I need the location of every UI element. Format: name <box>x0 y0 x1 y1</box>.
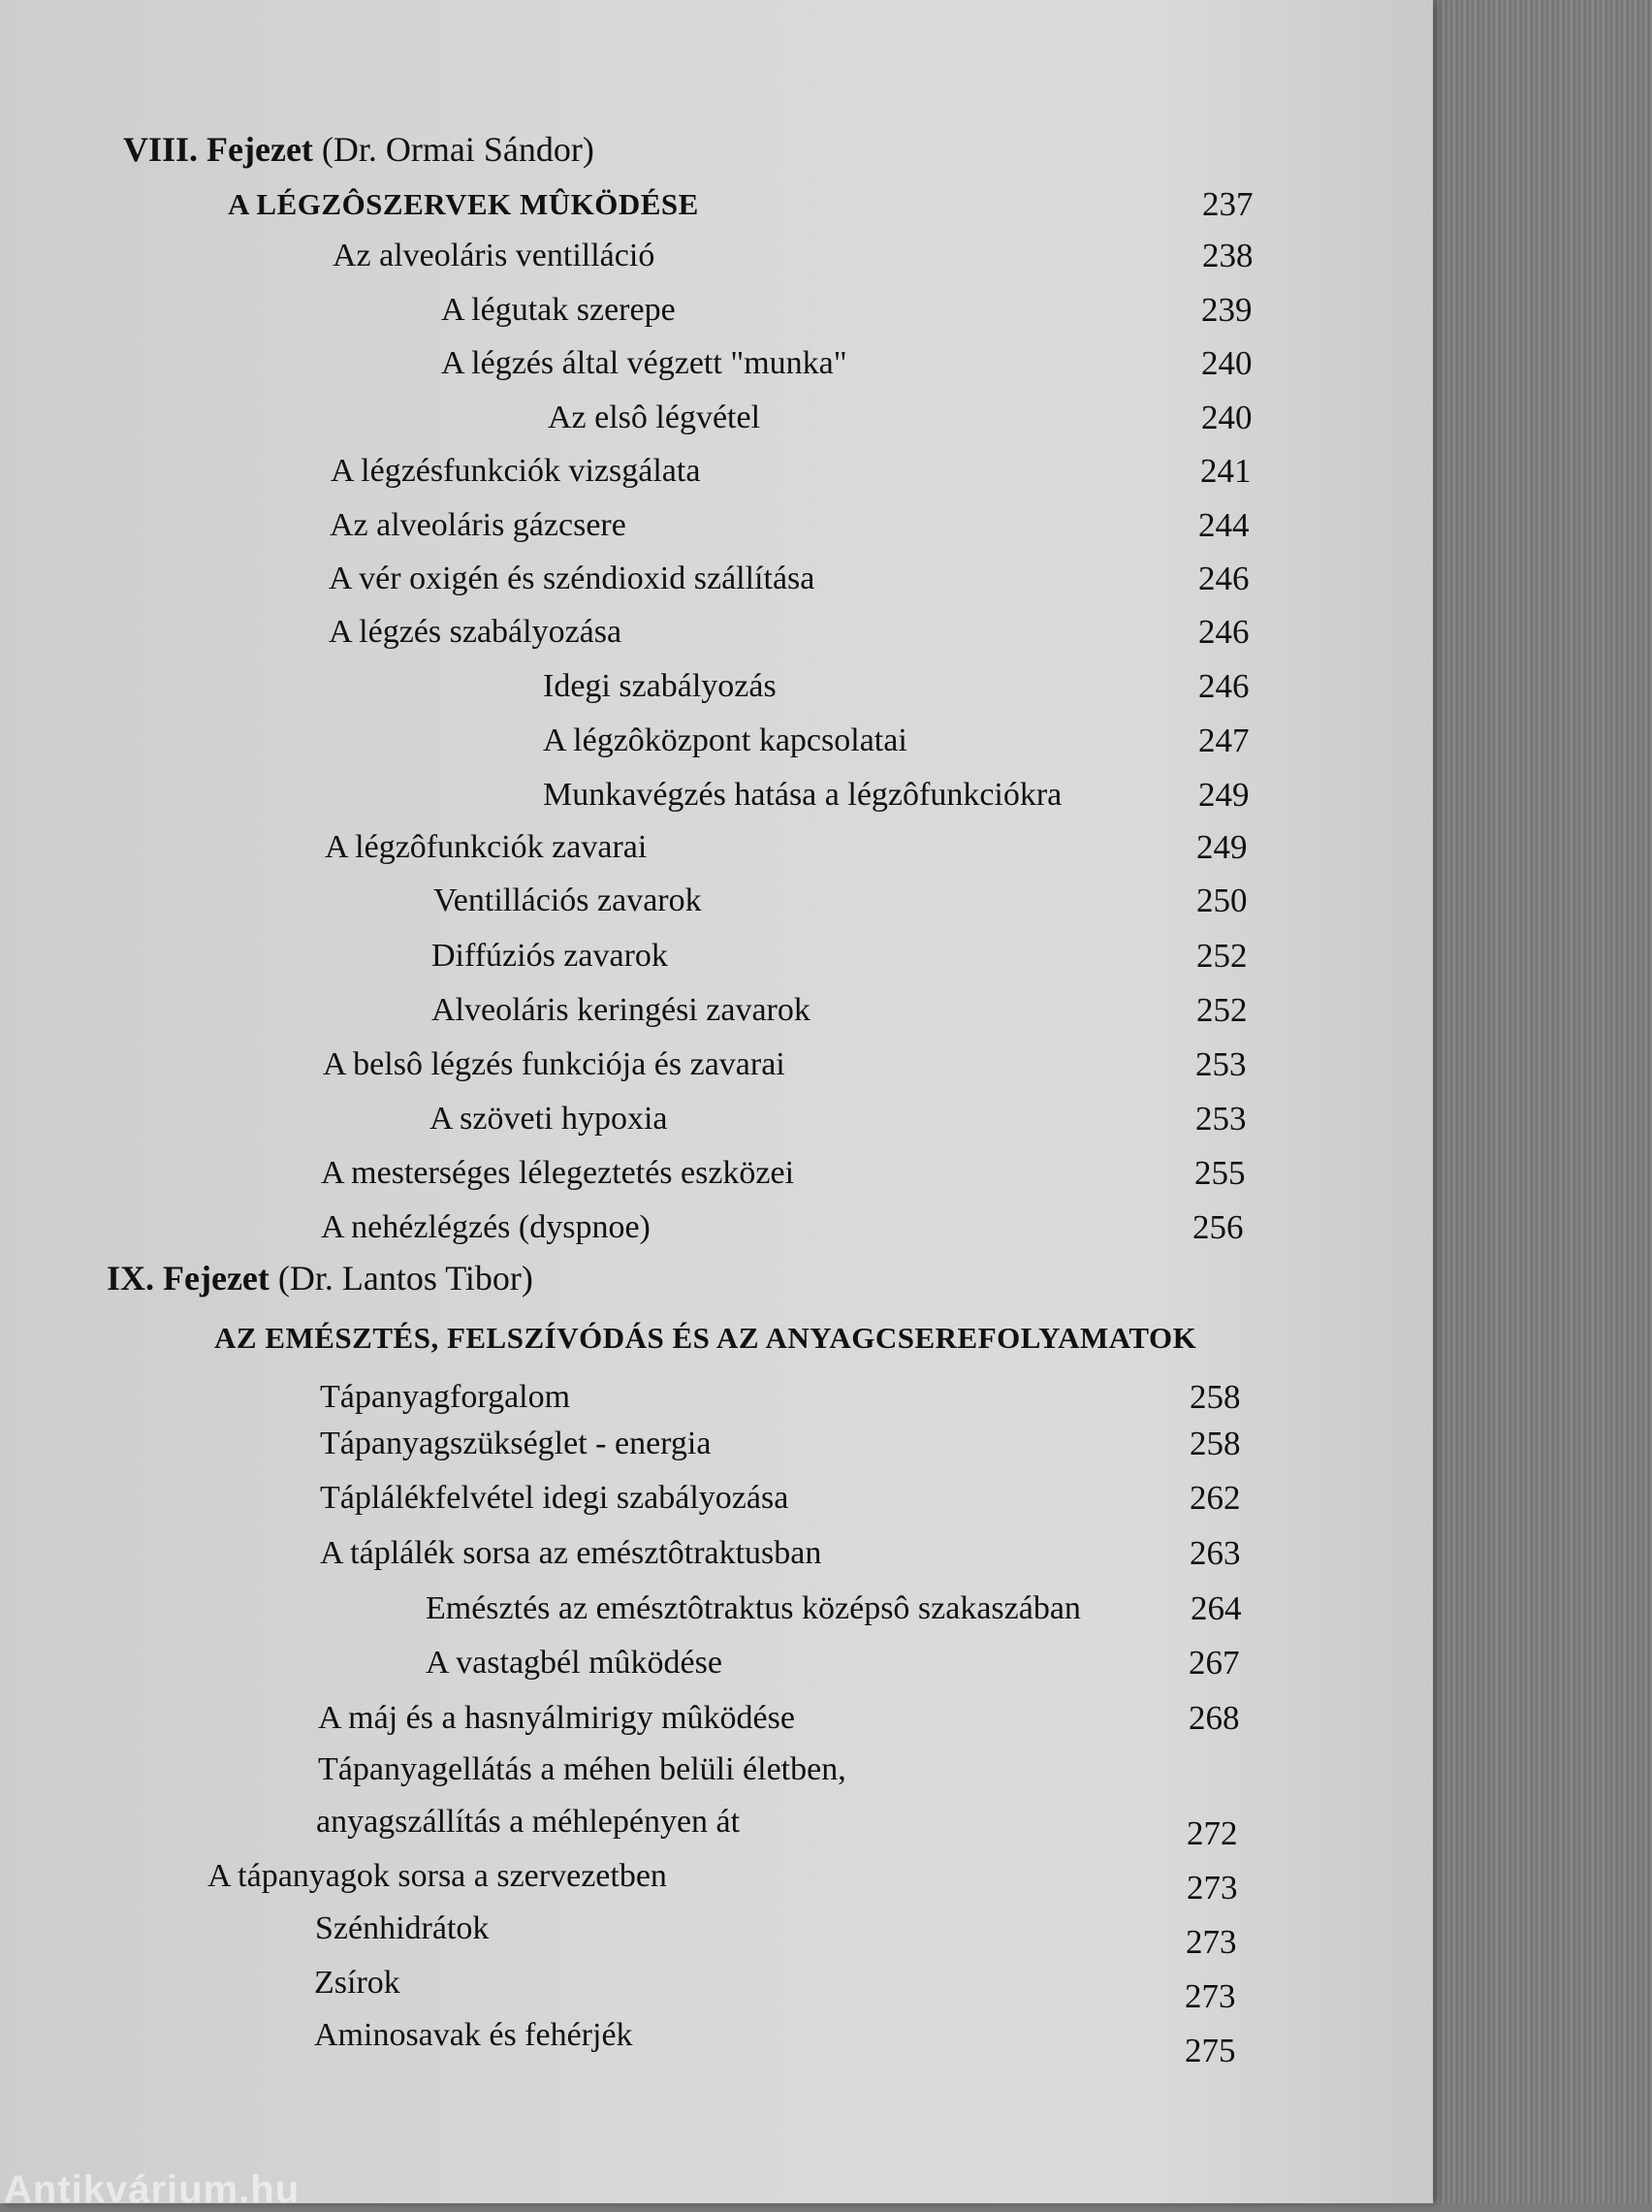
page-number: 247 <box>1198 721 1250 759</box>
entry-title: A tápanyagok sorsa a szervezetben <box>207 1858 667 1894</box>
entry-title: Tápanyagszükséglet - energia <box>320 1426 712 1461</box>
page-number: 246 <box>1198 560 1250 597</box>
page-number: 273 <box>1186 1923 1237 1961</box>
page-number: 272 <box>1187 1814 1238 1852</box>
page-number: 249 <box>1198 776 1250 814</box>
entry-title: Táplálékfelvétel idegi szabályozása <box>320 1480 789 1516</box>
entry-title: A légzés által végzett "munka" <box>441 345 847 381</box>
page-number: 252 <box>1196 937 1248 975</box>
toc-entry <box>330 503 1493 548</box>
page-number: 246 <box>1198 613 1250 651</box>
chapter-heading <box>123 127 1287 172</box>
entry-title: A légzôközpont kapcsolatai <box>543 722 907 758</box>
chapter-label: IX. Fejezet <box>107 1259 270 1298</box>
toc-entry <box>321 1151 1484 1196</box>
entry-title: Tápanyagellátás a méhen belüli életben, <box>318 1751 846 1787</box>
section-heading <box>214 1316 1426 1361</box>
page-number: 238 <box>1202 237 1254 274</box>
chapter-author: (Dr. Lantos Tibor) <box>277 1259 533 1298</box>
page-number: 237 <box>1202 185 1254 223</box>
entry-title: A légutak szerepe <box>441 292 676 328</box>
page-number: 267 <box>1189 1644 1240 1682</box>
entry-title: Az alveoláris ventilláció <box>333 238 655 273</box>
page-number: 240 <box>1201 399 1253 436</box>
entry-title: A légzôfunkciók zavarai <box>325 829 648 865</box>
toc-entry <box>320 1476 1483 1521</box>
entry-title: Emésztés az emésztôtraktus középsô szakaszában <box>426 1590 1081 1626</box>
toc-entry <box>207 1854 1371 1907</box>
toc-entry <box>426 1641 1589 1685</box>
entry-title: Diffúziós zavarok <box>431 938 668 974</box>
toc-entry <box>548 396 1652 440</box>
page-number: 240 <box>1201 344 1253 382</box>
section-title: AZ EMÉSZTÉS, FELSZÍVÓDÁS ÉS AZ ANYAGCSEREFOLYAMATOK <box>214 1321 1197 1355</box>
entry-title: Munkavégzés hatása a légzôfunkciókra <box>543 777 1063 813</box>
toc-entry <box>320 1422 1483 1466</box>
entry-title: Idegi szabályozás <box>543 668 777 704</box>
toc-entry <box>318 1696 1481 1741</box>
watermark-text: Antikvárium.hu <box>4 2168 301 2211</box>
entry-title: Tápanyagforgalom <box>320 1379 571 1415</box>
chapter-author: (Dr. Ormai Sándor) <box>321 130 594 169</box>
entry-title: A táplálék sorsa az emésztôtraktusban <box>320 1535 822 1571</box>
entry-title: Alveoláris keringési zavarok <box>431 992 810 1028</box>
entry-title: A vér oxigén és széndioxid szállítása <box>329 561 815 596</box>
toc-entry <box>333 234 1496 278</box>
entry-title: Aminosavak és fehérjék <box>314 2017 633 2053</box>
entry-title: A vastagbél mûködése <box>426 1645 722 1681</box>
page-number: 246 <box>1198 667 1250 705</box>
toc-entry <box>321 1205 1484 1250</box>
toc-entry <box>431 988 1595 1033</box>
entry-title: Az elsô légvétel <box>548 400 761 435</box>
page-number: 252 <box>1196 991 1248 1029</box>
entry-title: A légzésfunkciók vizsgálata <box>331 453 701 489</box>
page-number: 275 <box>1185 2032 1236 2069</box>
toc-entry <box>429 1097 1593 1141</box>
entry-title: Zsírok <box>314 1965 400 2001</box>
toc-entry <box>329 610 1492 655</box>
toc-entry <box>320 1375 1483 1420</box>
toc-entry <box>441 341 1604 386</box>
page-number: 256 <box>1192 1208 1244 1246</box>
page-number: 273 <box>1185 1977 1236 2015</box>
toc-entry <box>314 2013 1477 2069</box>
entry-title: A máj és a hasnyálmirigy mûködése <box>318 1700 795 1736</box>
section-title: A LÉGZÔSZERVEK MÛKÖDÉSE <box>228 187 699 221</box>
page-number: 239 <box>1201 291 1253 329</box>
toc-entry <box>543 773 1652 817</box>
page-number: 268 <box>1189 1699 1240 1737</box>
entry-title: A szöveti hypoxia <box>429 1101 668 1137</box>
toc-entry <box>315 1907 1478 1961</box>
page-number: 264 <box>1191 1589 1242 1627</box>
page-number: 244 <box>1198 506 1250 544</box>
toc-entry <box>543 664 1652 709</box>
entry-title: A belsô légzés funkciója és zavarai <box>323 1046 785 1082</box>
page-number: 263 <box>1190 1534 1241 1572</box>
toc-entry <box>325 825 1488 870</box>
toc-entry <box>316 1800 1479 1852</box>
entry-title: Szénhidrátok <box>315 1910 490 1946</box>
toc-entry <box>433 879 1597 923</box>
page-number: 253 <box>1195 1100 1247 1138</box>
page-number: 273 <box>1187 1869 1238 1907</box>
toc-entry <box>543 719 1652 763</box>
toc-entry <box>323 1042 1486 1087</box>
page-number: 249 <box>1196 828 1248 866</box>
entry-title: anyagszállítás a méhlepényen át <box>316 1804 741 1840</box>
page-number: 253 <box>1195 1045 1247 1083</box>
page-number: 262 <box>1190 1479 1241 1517</box>
chapter-label: VIII. Fejezet <box>123 130 313 169</box>
page-number: 255 <box>1194 1154 1246 1192</box>
entry-title: A légzés szabályozása <box>329 614 622 650</box>
toc-entry <box>431 934 1595 978</box>
toc-entry <box>314 1961 1477 2015</box>
entry-title: A mesterséges lélegeztetés eszközei <box>321 1155 795 1191</box>
section-heading <box>228 182 1391 227</box>
entry-title: A nehézlégzés (dyspnoe) <box>321 1209 651 1245</box>
toc-entry <box>426 1587 1589 1631</box>
page-number: 258 <box>1190 1425 1241 1462</box>
toc-entry <box>329 557 1492 601</box>
page-number: 250 <box>1196 882 1248 919</box>
toc-entry <box>318 1747 1481 1792</box>
toc-entry <box>320 1531 1483 1576</box>
toc-entry <box>441 288 1604 333</box>
toc-entry <box>331 449 1494 494</box>
page-number: 258 <box>1190 1378 1241 1416</box>
entry-title: Az alveoláris gázcsere <box>330 507 626 543</box>
entry-title: Ventillációs zavarok <box>433 882 702 918</box>
page-number: 241 <box>1200 452 1252 490</box>
chapter-heading <box>107 1256 1270 1300</box>
